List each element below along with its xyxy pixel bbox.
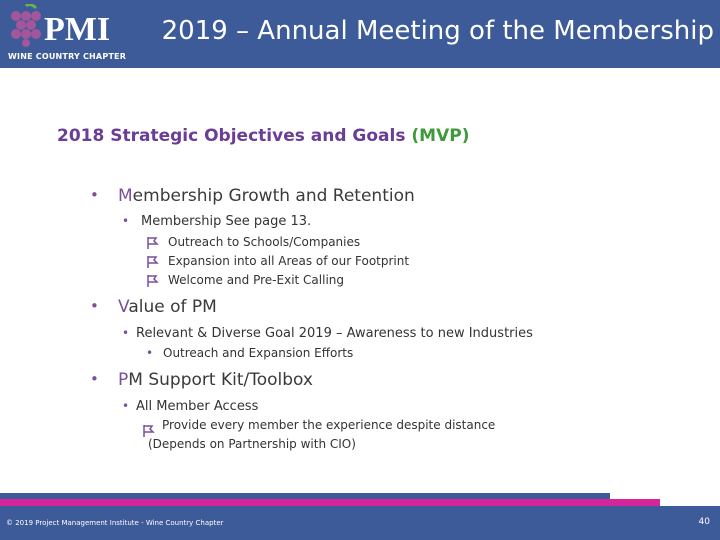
flag-icon <box>146 255 160 269</box>
section-subitem: All Member Access <box>136 399 259 414</box>
grape-logo-icon <box>6 4 116 48</box>
pmi-logo <box>4 4 127 64</box>
section-subitem: Relevant & Diverse Goal 2019 – Awareness to new Industries <box>136 326 533 341</box>
list-item: Outreach and Expansion Efforts <box>163 346 354 360</box>
slide-subtitle <box>57 126 469 146</box>
page-number: 40 <box>698 517 710 527</box>
bullet-icon: • <box>90 186 99 204</box>
svg-text:PMI: PMI <box>44 11 111 48</box>
section-heading: Value of PM <box>118 297 217 317</box>
copyright-text: © 2019 Project Management Institute - Wine Country Chapter <box>6 519 224 527</box>
section-heading: PM Support Kit/Toolbox <box>118 370 313 390</box>
bullet-icon: • <box>90 370 99 388</box>
section-heading: Membership Growth and Retention <box>118 186 415 206</box>
flag-icon <box>146 236 160 250</box>
flag-icon <box>146 274 160 288</box>
list-item: (Depends on Partnership with CIO) <box>148 437 356 451</box>
bullet-icon: • <box>122 214 130 228</box>
list-item: Provide every member the experience despite distance <box>162 418 496 432</box>
list-item: Outreach to Schools/Companies <box>168 235 361 249</box>
list-item: Expansion into all Areas of our Footprint <box>168 254 410 268</box>
subtitle-tag: (MVP) <box>411 126 470 146</box>
bullet-icon: • <box>90 297 99 315</box>
bullet-icon: • <box>146 346 154 360</box>
bullet-icon: • <box>122 326 130 340</box>
chapter-name: WINE COUNTRY CHAPTER <box>8 52 127 61</box>
bullet-icon: • <box>122 399 130 413</box>
footer-accent-stripe <box>0 499 660 506</box>
flag-icon <box>142 424 156 438</box>
list-item: Welcome and Pre-Exit Calling <box>168 273 344 287</box>
section-subitem: Membership See page 13. <box>141 214 312 229</box>
subtitle-text: 2018 Strategic Objectives and Goals <box>57 126 406 146</box>
page-title: 2019 – Annual Meeting of the Membership <box>161 16 714 46</box>
header-bar <box>0 0 720 68</box>
